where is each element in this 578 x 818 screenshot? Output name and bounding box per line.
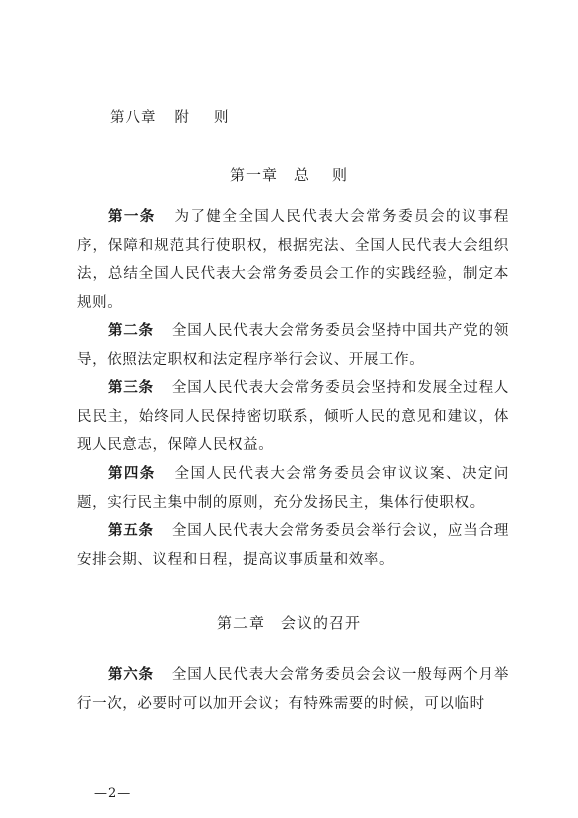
page-number: —2—	[94, 786, 132, 801]
article-text: 全国人民代表大会常务委员会会议一般每两个月举行一次，必要时可以加开会议；有特殊需要的时候，可以临时	[77, 667, 510, 712]
article-3	[77, 374, 509, 460]
chapter-title-b: 则	[332, 166, 349, 184]
article-label: 第四条	[108, 466, 156, 482]
article-label: 第三条	[108, 380, 154, 396]
article-text: 全国人民代表大会常务委员会审议议案、决定问题，实行民主集中制的原则，充分发扬民主，集体行使职权。	[77, 466, 510, 511]
toc-chapter-number: 第八章	[110, 110, 157, 126]
toc-chapter-title-b: 则	[214, 110, 230, 126]
chapter-heading-2	[0, 612, 578, 633]
article-label: 第六条	[108, 667, 154, 683]
chapter-number: 第二章	[216, 614, 265, 632]
chapter-title-a: 总	[293, 166, 310, 184]
article-label: 第五条	[108, 523, 154, 539]
article-label: 第二条	[108, 323, 154, 339]
article-text: 全国人民代表大会常务委员会举行会议，应当合理安排会期、议程和日程，提高议事质量和效率。	[77, 523, 510, 568]
article-6	[77, 661, 509, 718]
article-label: 第一条	[108, 209, 156, 225]
chapter-heading-1	[0, 164, 578, 185]
article-text: 为了健全全国人民代表大会常务委员会的议事程序，保障和规范其行使职权，根据宪法、全国人民代表大会组织法，总结全国人民代表大会常务委员会工作的实践经验，制定本规则。	[77, 209, 510, 311]
article-text: 全国人民代表大会常务委员会坚持中国共产党的领导，依照法定职权和法定程序举行会议、开展工作。	[77, 323, 510, 368]
toc-chapter-title-a: 附	[174, 110, 190, 126]
article-text: 全国人民代表大会常务委员会坚持和发展全过程人民民主，始终同人民保持密切联系，倾听人民的意见和建议，体现人民意志，保障人民权益。	[77, 380, 510, 453]
chapter-title: 会议的召开	[281, 614, 362, 632]
article-4	[77, 460, 509, 517]
toc-line	[110, 106, 230, 127]
chapter-number: 第一章	[229, 166, 278, 184]
article-1	[77, 203, 509, 317]
article-5	[77, 517, 509, 574]
article-2	[77, 317, 509, 374]
